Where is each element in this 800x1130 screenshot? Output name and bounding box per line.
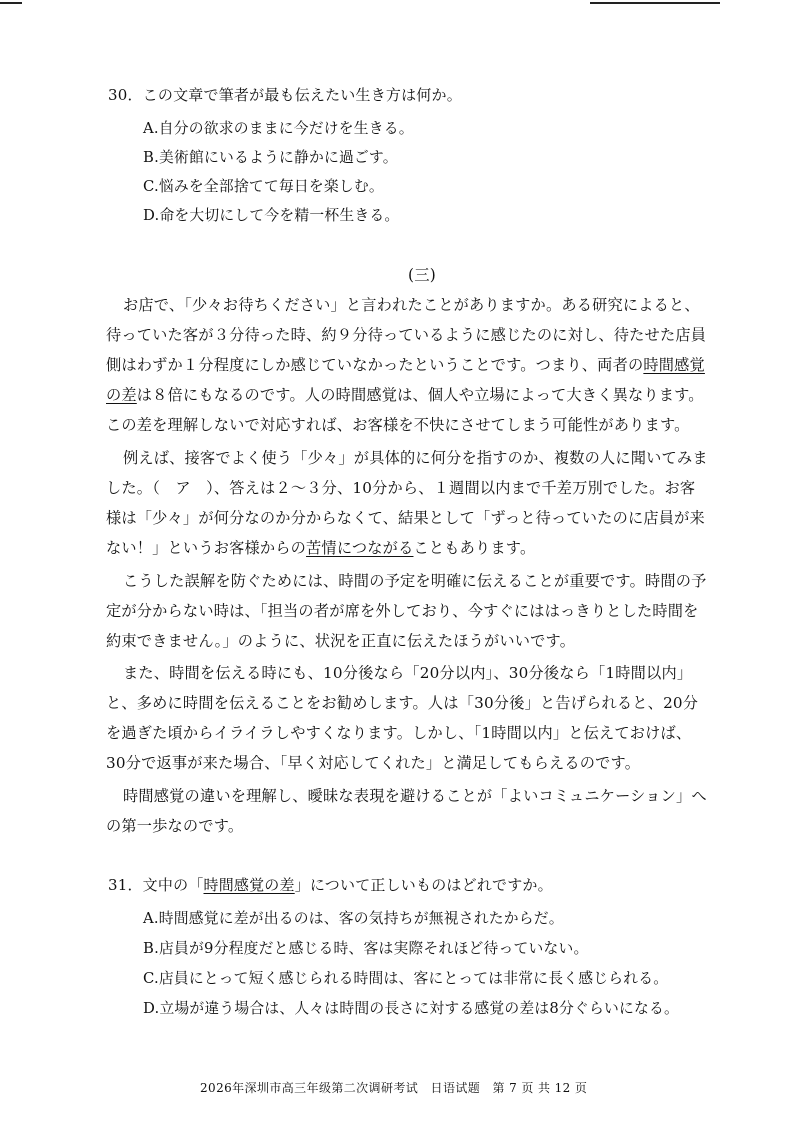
q31-option-d[interactable]: D.立場が違う場合は、人々は時間の長さに対する感覚の差は8分ぐらいになる。 (143, 1000, 679, 1017)
underlined-phrase-time-sense: 時間感覚 (643, 356, 705, 374)
passage-line: の第一歩なのです。 (106, 817, 244, 835)
passage-line (106, 354, 705, 375)
passage-line: した。（ ア ）、答えは２～３分、10分から、１週間以内まで千差万別でした。お客 (106, 479, 696, 497)
q30-stem: 30．この文章で筆者が最も伝えたい生き方は何か。 (108, 86, 462, 104)
q31-stem-text: 31．文中の「 (108, 876, 204, 894)
passage-text: 側はわずか１分程度にしか感じていなかったということです。つまり、両者の (106, 356, 644, 374)
passage-line (106, 537, 535, 558)
q31-option-c[interactable]: C.店員にとって短く感じられる時間は、客にとっては非常に長く感じられる。 (143, 970, 669, 987)
q31-option-b[interactable]: B.店員が9分程度だと感じる時、客は実際それほど待っていない。 (143, 940, 589, 957)
passage-line: 定が分からない時は、「担当の者が席を外しており、今すぐにははっきりとした時間を (106, 602, 699, 620)
q30-option-a[interactable]: A.自分の欲求のままに今だけを生きる。 (143, 120, 414, 137)
passage-line: この差を理解しないで対応すれば、お客様を不快にさせてしまう可能性があります。 (106, 416, 690, 434)
passage-line: 30分で返事が来た場合、「早く対応してくれた」と満足してもらえるのです。 (106, 754, 641, 772)
passage-text: ない！」というお客様からの (106, 539, 307, 557)
q31-stem-underlined: 時間感覚の差 (203, 876, 295, 894)
page-footer: 2026年深圳市高三年级第二次调研考试 日语试题 第 7 页 共 12 页 (200, 1081, 588, 1095)
q30-option-d[interactable]: D.命を大切にして今を精一杯生きる。 (143, 207, 400, 224)
passage-line: 待っていた客が３分待った時、約９分待っているように感じたのに対し、待たせた店員 (106, 326, 707, 344)
q31-stem (108, 874, 553, 895)
q30-option-b[interactable]: B.美術館にいるように静かに過ごす。 (143, 149, 398, 166)
q31-option-a[interactable]: A.時間感覚に差が出るのは、客の気持ちが無視されたからだ。 (143, 910, 564, 927)
passage-line: お店で、「少々お待ちください」と言われたことがありますか。ある研究によると、 (123, 296, 700, 314)
q30-option-c[interactable]: C.悩みを全部捨てて毎日を楽しむ。 (143, 178, 384, 195)
passage-line: 約束できません。」のように、状況を正直に伝えたほうがいいです。 (106, 632, 576, 650)
top-rule-left (0, 2, 22, 4)
passage-line: と、多めに時間を伝えることをお勧めします。人は「30分後」と告げられると、20分 (106, 694, 699, 712)
passage-line: 時間感覚の違いを理解し、曖昧な表現を避けることが「よいコミュニケーション」へ (123, 787, 707, 805)
passage-line: 例えば、接客でよく使う「少々」が具体的に何分を指すのか、複数の人に聞いてみま (123, 449, 708, 467)
passage-line (106, 384, 704, 405)
underlined-phrase-difference: の差 (106, 386, 137, 404)
passage-line: を過ぎた頃からイライラしやすくなります。しかし、「1時間以内」と伝えておけば、 (106, 724, 692, 742)
passage-line: 様は「少々」が何分なのか分からなくて、結果として「ずっと待っていたのに店員が来 (106, 509, 705, 527)
q31-stem-text: 」について正しいものはどれですか。 (294, 876, 553, 894)
passage-text: は８倍にもなるのです。人の時間感覚は、個人や立場によって大きく異なります。 (136, 386, 704, 404)
section-heading: (三) (408, 266, 436, 284)
top-rule-right (590, 2, 720, 4)
underlined-phrase-complaint: 苦情につながる (306, 539, 414, 557)
passage-line: こうした誤解を防ぐためには、時間の予定を明確に伝えることが重要です。時間の予 (123, 572, 707, 590)
passage-text: こともあります。 (413, 539, 536, 557)
passage-line: また、時間を伝える時にも、10分後なら「20分以内」、30分後なら「1時間以内」 (123, 664, 693, 682)
